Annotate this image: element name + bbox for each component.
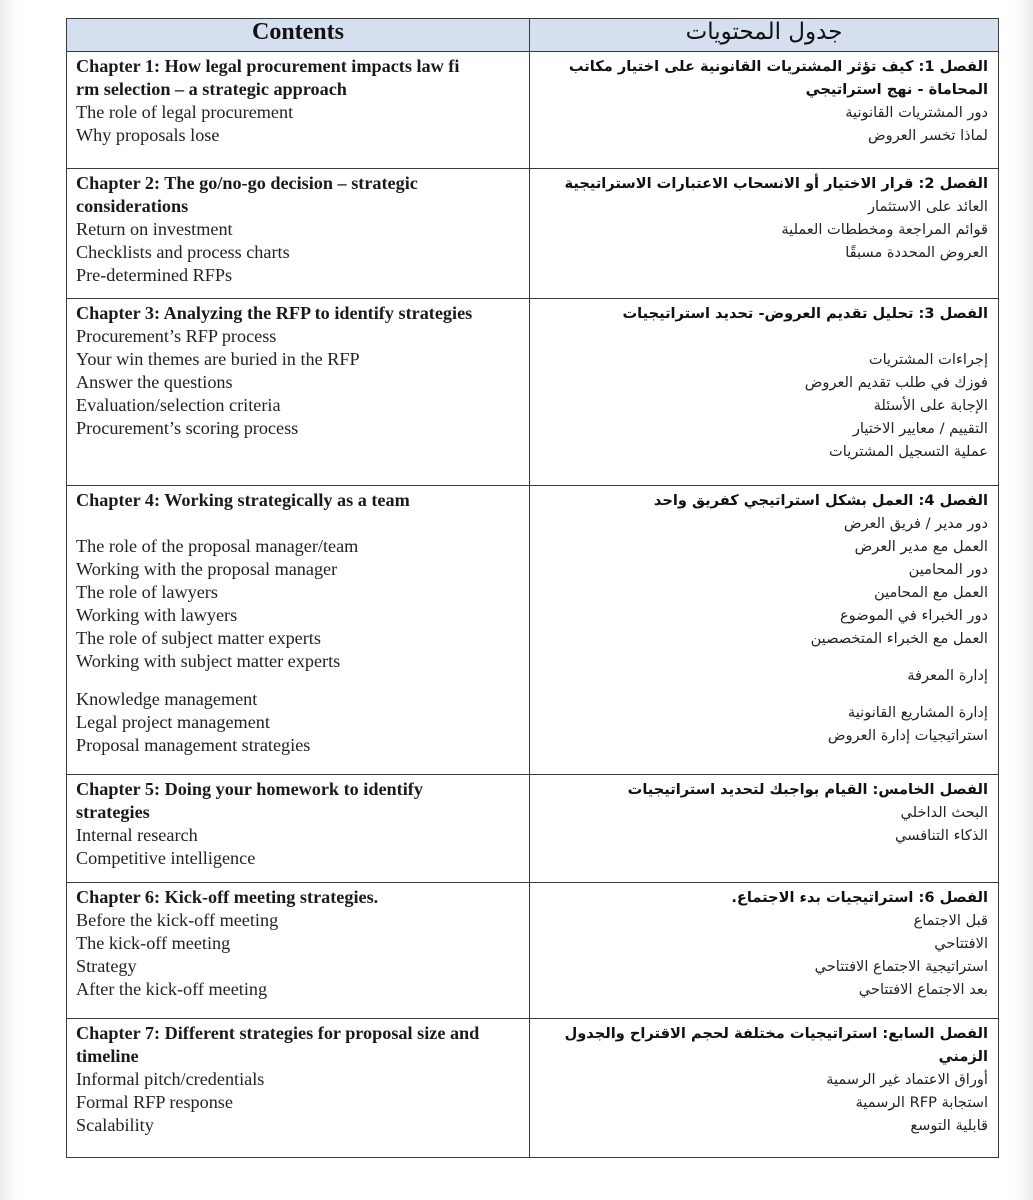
spacer [536, 650, 988, 664]
list-item: إدارة المشاريع القانونية [847, 704, 988, 721]
chapter-en-cell [67, 775, 530, 883]
list-item: Why proposals lose [76, 125, 220, 145]
chapter-title: timeline [76, 1046, 139, 1066]
chapter-ar-cell [530, 1019, 999, 1158]
chapter-ar-cell [530, 52, 999, 169]
list-item: Pre-determined RFPs [76, 265, 233, 285]
list-item: The role of legal procurement [76, 102, 294, 122]
chapter-en-cell [67, 486, 530, 775]
list-item: Procurement’s RFP process [76, 326, 277, 346]
list-item: العمل مع الخبراء المتخصصين [810, 630, 988, 647]
list-item: Knowledge management [76, 689, 258, 709]
chapter-row [67, 169, 999, 299]
chapter-title: Chapter 3: Analyzing the RFP to identify strategies [76, 303, 473, 323]
list-item: Scalability [76, 1115, 154, 1135]
chapter-en-cell [67, 1019, 530, 1158]
chapter-ar-cell [530, 883, 999, 1019]
chapter-title: Chapter 6: Kick-off meeting strategies. [76, 887, 379, 907]
list-item: The role of the proposal manager/team [76, 536, 359, 556]
list-item: العمل مع المحامين [873, 584, 988, 601]
chapter-title-arabic: الفصل 3: تحليل تقديم العروض- تحديد استراتيجيات [622, 305, 988, 322]
list-item: التقييم / معايير الاختيار [852, 420, 988, 437]
list-item: العائد على الاستثمار [867, 198, 988, 215]
list-item: الذكاء التنافسي [895, 827, 988, 844]
list-item: دور المشتريات القانونية [845, 104, 988, 121]
list-item: The kick-off meeting [76, 933, 231, 953]
chapter-title: Chapter 7: Different strategies for proposal size and [76, 1023, 480, 1043]
list-item: Informal pitch/credentials [76, 1069, 265, 1089]
list-item: استراتيجية الاجتماع الافتتاحي [814, 958, 988, 975]
table-of-contents [66, 18, 999, 1158]
list-item: استجابة RFP الرسمية [855, 1094, 988, 1111]
chapter-title-arabic: الفصل الخامس: القيام بواجبك لتحديد استراتيجيات [627, 781, 988, 798]
chapter-title-arabic: الفصل 6: استراتيجيات بدء الاجتماع. [731, 889, 988, 906]
list-item: أوراق الاعتماد غير الرسمية [826, 1071, 988, 1088]
chapter-row [67, 486, 999, 775]
list-item: Checklists and process charts [76, 242, 290, 262]
chapter-title: considerations [76, 196, 189, 216]
list-item: Competitive intelligence [76, 848, 256, 868]
chapter-en-cell [67, 299, 530, 486]
list-item: Answer the questions [76, 372, 233, 392]
list-item: فوزك في طلب تقديم العروض [804, 374, 988, 391]
spacer [76, 512, 523, 535]
list-item: Internal research [76, 825, 198, 845]
list-item: قبل الاجتماع [913, 912, 988, 929]
chapter-title: Chapter 1: How legal procurement impacts law fi [76, 56, 460, 76]
list-item: Return on investment [76, 219, 233, 239]
chapter-en-cell [67, 169, 530, 299]
chapter-row [67, 775, 999, 883]
chapter-ar-cell [530, 775, 999, 883]
list-item: إجراءات المشتريات [868, 351, 988, 368]
list-item: استراتيجيات إدارة العروض [827, 727, 988, 744]
list-item: Working with lawyers [76, 605, 238, 625]
list-item: Working with subject matter experts [76, 651, 341, 671]
spacer [76, 673, 523, 688]
list-item: دور مدير / فريق العرض [843, 515, 988, 532]
list-item: Before the kick-off meeting [76, 910, 279, 930]
list-item: عملية التسجيل المشتريات [829, 443, 988, 460]
list-item: Strategy [76, 956, 137, 976]
list-item: Your win themes are buried in the RFP [76, 349, 360, 369]
chapter-ar-cell [530, 486, 999, 775]
list-item: دور الخبراء في الموضوع [839, 607, 988, 624]
chapter-en-cell [67, 883, 530, 1019]
chapter-title-arabic: الفصل 1: كيف تؤثر المشتريات القانونية على اختيار مكاتب المحاماة - نهج استراتيجي [568, 58, 988, 98]
list-item: دور المحامين [908, 561, 988, 578]
list-item: العمل مع مدير العرض [854, 538, 988, 555]
list-item: Formal RFP response [76, 1092, 233, 1112]
list-item: Working with the proposal manager [76, 559, 338, 579]
header-row [67, 19, 999, 52]
spacer [536, 687, 988, 701]
list-item: Evaluation/selection criteria [76, 395, 281, 415]
list-item: Legal project management [76, 712, 270, 732]
spacer [536, 325, 988, 348]
list-item: Proposal management strategies [76, 735, 311, 755]
chapter-title: Chapter 5: Doing your homework to identify [76, 779, 423, 799]
chapter-title-arabic: الفصل 2: قرار الاختيار أو الانسحاب الاعتبارات الاستراتيجية [564, 175, 988, 192]
list-item: The role of lawyers [76, 582, 218, 602]
list-item: الافتتاحي [934, 935, 988, 952]
chapter-ar-cell [530, 299, 999, 486]
list-item: قابلية التوسع [910, 1117, 988, 1134]
chapter-title: rm selection – a strategic approach [76, 79, 347, 99]
list-item: إدارة المعرفة [907, 667, 988, 684]
contents-header: Contents [67, 19, 530, 52]
list-item: بعد الاجتماع الافتتاحي [858, 981, 988, 998]
list-item: Procurement’s scoring process [76, 418, 299, 438]
list-item: العروض المحددة مسبقًا [845, 244, 988, 261]
contents-header-arabic: جدول المحتويات [530, 19, 999, 52]
chapter-title-arabic: الفصل 4: العمل بشكل استراتيجي كفريق واحد [653, 492, 988, 509]
chapter-title: Chapter 4: Working strategically as a team [76, 490, 410, 510]
chapter-title-arabic: الفصل السابع: استراتيجيات مختلفة لحجم الاقتراح والجدول الزمني [564, 1025, 988, 1065]
list-item: البحث الداخلي [900, 804, 988, 821]
chapter-row [67, 883, 999, 1019]
chapter-row [67, 1019, 999, 1158]
chapter-ar-cell [530, 169, 999, 299]
list-item: قوائم المراجعة ومخططات العملية [781, 221, 988, 238]
list-item: The role of subject matter experts [76, 628, 321, 648]
chapter-en-cell [67, 52, 530, 169]
list-item: الإجابة على الأسئلة [873, 397, 988, 414]
list-item: لماذا تخسر العروض [868, 127, 988, 144]
chapter-row [67, 52, 999, 169]
chapter-row [67, 299, 999, 486]
chapter-title: strategies [76, 802, 150, 822]
list-item: After the kick-off meeting [76, 979, 268, 999]
chapter-title: Chapter 2: The go/no-go decision – strategic [76, 173, 418, 193]
